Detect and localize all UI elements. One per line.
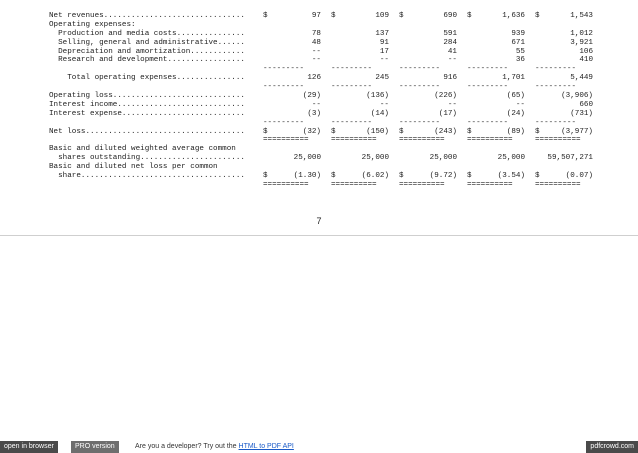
double-underline: ========== (331, 180, 377, 189)
value-cell (399, 12, 457, 21)
value-cell (467, 136, 525, 145)
table-row (49, 145, 589, 154)
dollar-sign: $ (263, 12, 268, 20)
value-cell (331, 56, 389, 65)
cell-value: (3,977) (561, 127, 593, 136)
cell-value: -- (311, 56, 321, 65)
cell-value: (24) (506, 109, 525, 118)
value-cell (263, 48, 321, 57)
single-underline: --------- (467, 118, 509, 127)
row-label: Production and media costs............... (49, 29, 245, 38)
cell-value: -- (379, 100, 389, 109)
double-underline: ========== (535, 180, 581, 189)
cell-value: 17 (379, 47, 389, 56)
table-row (49, 29, 593, 39)
value-cell (263, 110, 321, 119)
table-row (49, 127, 593, 137)
cell-value: -- (515, 100, 525, 109)
single-underline: --------- (331, 65, 373, 74)
cell-value: 41 (447, 47, 457, 56)
value-cell (263, 181, 321, 190)
rule-row (49, 83, 589, 92)
cell-value: (29) (302, 92, 321, 101)
value-cell (535, 30, 593, 39)
promo-text (135, 441, 294, 453)
cell-value: -- (311, 100, 321, 109)
value-cell (535, 110, 593, 119)
promo-label: Are you a developer? Try out the (135, 443, 237, 450)
value-cell (263, 74, 321, 83)
double-underline: ========== (331, 136, 377, 145)
cell-value: (3) (307, 109, 321, 118)
value-cell (467, 172, 525, 181)
dollar-sign: $ (535, 12, 540, 20)
row-label: Interest expense........................... (49, 109, 245, 118)
value-cell (331, 30, 389, 39)
cell-value: -- (447, 100, 457, 109)
value-cell (399, 30, 457, 39)
pdfcrowd-footer-bar (0, 441, 638, 453)
row-label: Net revenues............................... (49, 12, 245, 20)
value-cell (535, 136, 593, 145)
value-cell (331, 128, 389, 137)
page-divider (0, 235, 638, 236)
cell-value: 591 (443, 29, 457, 38)
single-underline: --------- (331, 83, 373, 92)
value-cell (535, 154, 593, 163)
row-label: share.................................... (49, 172, 245, 181)
row-label: Operating expenses: (49, 20, 136, 29)
value-cell (331, 39, 389, 48)
table-row (49, 109, 593, 119)
cell-value: (243) (434, 127, 457, 136)
single-underline: --------- (535, 83, 577, 92)
value-cell (331, 74, 389, 83)
value-cell (399, 110, 457, 119)
value-cell (467, 181, 525, 190)
value-cell (467, 65, 525, 74)
value-cell (535, 56, 593, 65)
double-underline: ========== (467, 180, 513, 189)
row-label: Net loss................................... (49, 127, 245, 136)
value-cell (535, 48, 593, 57)
cell-value: (226) (434, 92, 457, 101)
cell-value: 284 (443, 38, 457, 47)
cell-value: 1,636 (502, 12, 525, 20)
double-underline: ========== (399, 180, 445, 189)
cell-value: 25,000 (429, 154, 457, 163)
table-row (49, 56, 593, 65)
dollar-sign: $ (467, 172, 472, 181)
cell-value: (150) (366, 127, 389, 136)
value-cell (399, 65, 457, 74)
value-cell (467, 92, 525, 101)
value-cell (399, 92, 457, 101)
value-cell (263, 83, 321, 92)
dollar-sign: $ (399, 172, 404, 181)
value-cell (535, 65, 593, 74)
table-row (49, 163, 589, 172)
table-row (49, 74, 593, 83)
value-cell (467, 30, 525, 39)
value-cell (467, 83, 525, 92)
double-underline: ========== (467, 136, 513, 145)
row-label: Basic and diluted net loss per common (49, 163, 218, 172)
cell-value: 126 (307, 74, 321, 83)
value-cell (263, 39, 321, 48)
single-underline: --------- (467, 83, 509, 92)
dollar-sign: $ (467, 127, 472, 136)
cell-value: 1,701 (502, 74, 525, 83)
row-label: Operating loss............................. (49, 92, 245, 101)
value-cell (331, 136, 389, 145)
single-underline: --------- (399, 65, 441, 74)
single-underline: --------- (263, 118, 305, 127)
dollar-sign: $ (535, 172, 540, 181)
value-cell (331, 83, 389, 92)
cell-value: (731) (570, 109, 593, 118)
cell-value: 78 (311, 29, 321, 38)
table-row (49, 154, 593, 163)
cell-value: (65) (506, 92, 525, 101)
row-label: Selling, general and administrative...... (49, 38, 245, 47)
pro-version-button[interactable]: PRO version (71, 441, 119, 453)
value-cell (263, 101, 321, 110)
dollar-sign: $ (467, 12, 472, 20)
cell-value: (17) (438, 109, 457, 118)
value-cell (399, 48, 457, 57)
cell-value: (3,906) (561, 92, 593, 101)
row-label: Depreciation and amortization............ (49, 47, 245, 56)
value-cell (263, 92, 321, 101)
value-cell (399, 181, 457, 190)
cell-value: 25,000 (497, 154, 525, 163)
dollar-sign: $ (331, 127, 336, 136)
double-underline: ========== (399, 136, 445, 145)
cell-value: 671 (511, 38, 525, 47)
value-cell (535, 101, 593, 110)
cell-value: -- (447, 56, 457, 65)
table-row (49, 38, 593, 48)
value-cell (467, 74, 525, 83)
value-cell (331, 92, 389, 101)
double-underline: ========== (535, 136, 581, 145)
value-cell (331, 48, 389, 57)
cell-value: 245 (375, 74, 389, 83)
value-cell (535, 39, 593, 48)
value-cell (399, 101, 457, 110)
cell-value: 59,507,271 (547, 154, 593, 163)
value-cell (331, 181, 389, 190)
value-cell (331, 110, 389, 119)
value-cell (399, 39, 457, 48)
single-underline: --------- (399, 118, 441, 127)
value-cell (399, 83, 457, 92)
value-cell (399, 74, 457, 83)
single-underline: --------- (263, 65, 305, 74)
cell-value: 91 (379, 38, 389, 47)
value-cell (263, 136, 321, 145)
dollar-sign: $ (399, 127, 404, 136)
cell-value: 939 (511, 29, 525, 38)
cell-value: 5,449 (570, 74, 593, 83)
value-cell (263, 65, 321, 74)
cell-value: 48 (311, 38, 321, 47)
dollar-sign: $ (535, 127, 540, 136)
single-underline: --------- (535, 65, 577, 74)
cell-value: 137 (375, 29, 389, 38)
open-in-browser-button[interactable]: open in browser (0, 441, 58, 453)
value-cell (263, 119, 321, 128)
cell-value: (14) (370, 109, 389, 118)
value-cell (467, 56, 525, 65)
cell-value: (9.72) (429, 172, 457, 181)
value-cell (467, 48, 525, 57)
dollar-sign: $ (263, 127, 268, 136)
cell-value: 916 (443, 74, 457, 83)
value-cell (535, 181, 593, 190)
row-label: Total operating expenses............... (49, 74, 245, 83)
rule-row (49, 136, 589, 145)
value-cell (263, 56, 321, 65)
value-cell (399, 119, 457, 128)
cell-value: 1,012 (570, 29, 593, 38)
cell-value: 36 (515, 56, 525, 65)
dollar-sign: $ (399, 12, 404, 20)
cell-value: 55 (515, 47, 525, 56)
value-cell (331, 12, 389, 21)
cell-value: 410 (579, 56, 593, 65)
cell-value: (6.02) (361, 172, 389, 181)
cell-value: 97 (311, 12, 321, 20)
cell-value: 1,543 (570, 12, 593, 20)
pdfcrowd-brand-link[interactable]: pdfcrowd.com (586, 441, 638, 453)
value-cell (331, 65, 389, 74)
value-cell (467, 39, 525, 48)
value-cell (399, 172, 457, 181)
cell-value: 25,000 (293, 154, 321, 163)
cell-value: 106 (579, 47, 593, 56)
value-cell (331, 119, 389, 128)
single-underline: --------- (263, 83, 305, 92)
value-cell (263, 128, 321, 137)
single-underline: --------- (399, 83, 441, 92)
value-cell (263, 154, 321, 163)
rule-row (49, 65, 589, 74)
value-cell (467, 101, 525, 110)
page-number: 7 (316, 216, 322, 226)
double-underline: ========== (263, 136, 309, 145)
table-row (49, 21, 589, 30)
table-row (49, 100, 593, 110)
cell-value: 660 (579, 100, 593, 109)
cell-value: 109 (375, 12, 389, 20)
dollar-sign: $ (263, 172, 268, 181)
value-cell (535, 74, 593, 83)
table-row (49, 172, 593, 181)
value-cell (535, 172, 593, 181)
row-label: Interest income............................ (49, 100, 245, 109)
row-label: shares outstanding....................... (49, 154, 245, 163)
html-to-pdf-api-link[interactable]: HTML to PDF API (238, 443, 294, 450)
cell-value: (0.07) (565, 172, 593, 181)
cell-value: (1.30) (293, 172, 321, 181)
cell-value: (89) (506, 127, 525, 136)
value-cell (535, 128, 593, 137)
value-cell (467, 12, 525, 21)
cell-value: 25,000 (361, 154, 389, 163)
cell-value: -- (379, 56, 389, 65)
table-row (49, 12, 593, 21)
cell-value: 690 (443, 12, 457, 20)
value-cell (467, 154, 525, 163)
cell-value: (32) (302, 127, 321, 136)
value-cell (263, 172, 321, 181)
value-cell (399, 56, 457, 65)
value-cell (331, 172, 389, 181)
dollar-sign: $ (331, 12, 336, 20)
income-statement-table (49, 12, 593, 190)
value-cell (535, 92, 593, 101)
value-cell (399, 136, 457, 145)
cell-value: (3.54) (497, 172, 525, 181)
rule-row (49, 119, 589, 128)
value-cell (263, 12, 321, 21)
single-underline: --------- (331, 118, 373, 127)
table-row (49, 47, 593, 57)
single-underline: --------- (467, 65, 509, 74)
value-cell (535, 12, 593, 21)
value-cell (263, 30, 321, 39)
value-cell (399, 154, 457, 163)
value-cell (467, 128, 525, 137)
value-cell (399, 128, 457, 137)
row-label: Basic and diluted weighted average common (49, 145, 236, 154)
double-underline: ========== (263, 180, 309, 189)
cell-value: -- (311, 47, 321, 56)
row-label: Research and development................. (49, 56, 245, 65)
single-underline: --------- (535, 118, 577, 127)
value-cell (331, 154, 389, 163)
value-cell (467, 119, 525, 128)
value-cell (467, 110, 525, 119)
table-row (49, 92, 593, 101)
cell-value: (136) (366, 92, 389, 101)
rule-row (49, 181, 589, 190)
dollar-sign: $ (331, 172, 336, 181)
value-cell (535, 119, 593, 128)
value-cell (535, 83, 593, 92)
value-cell (331, 101, 389, 110)
cell-value: 3,921 (570, 38, 593, 47)
